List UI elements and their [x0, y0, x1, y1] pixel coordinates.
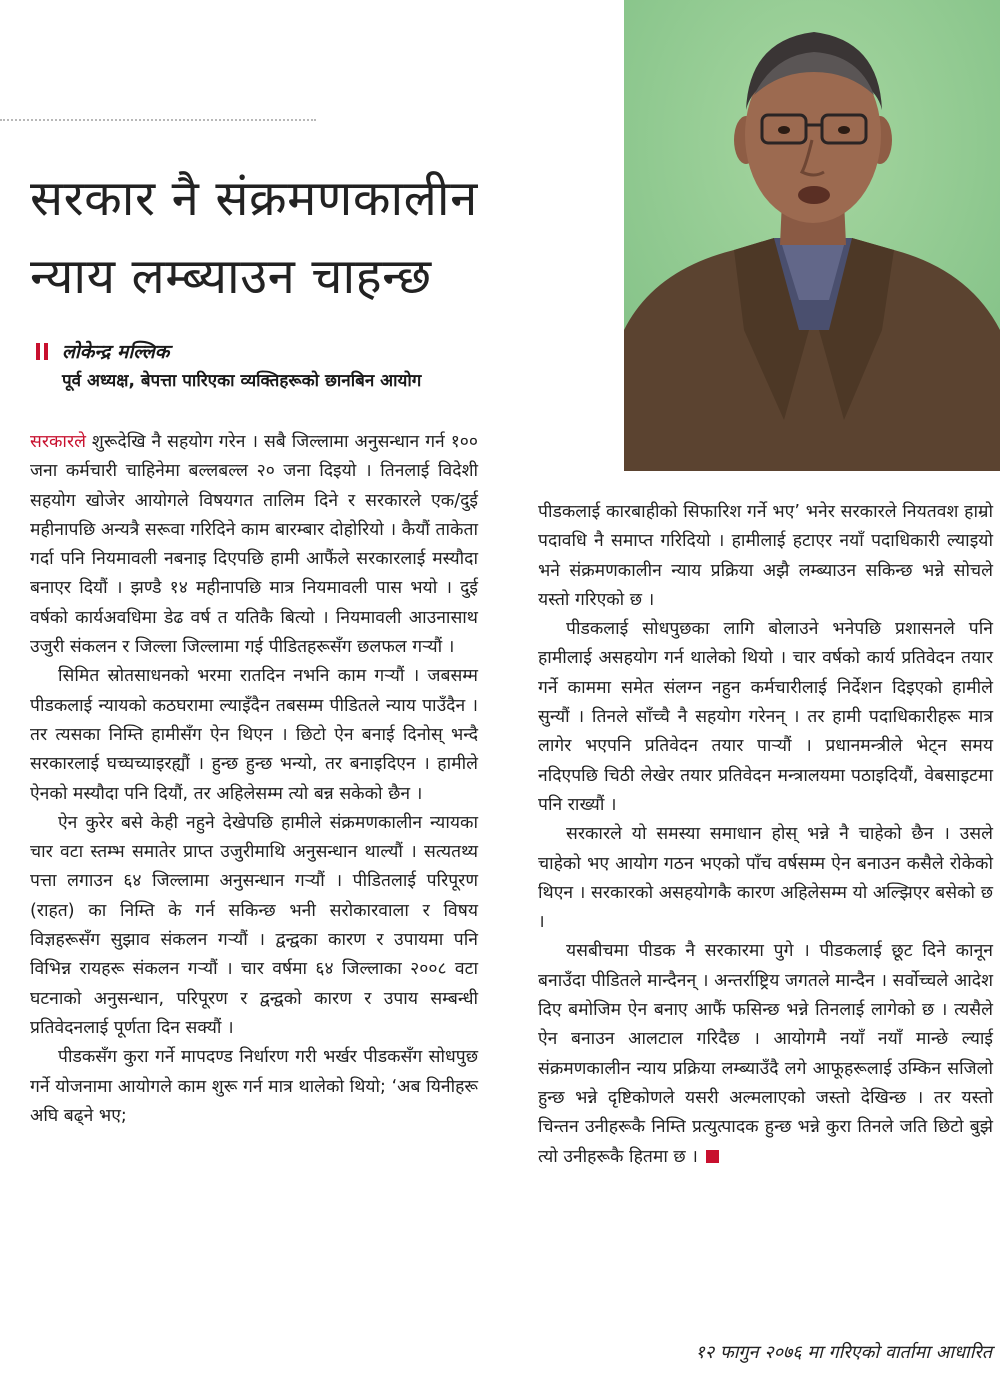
portrait-icon	[624, 0, 1000, 471]
paragraph-4: पीडकसँग कुरा गर्ने मापदण्ड निर्धारण गरी भर्खर पीडकसँग सोधपुछ गर्ने योजनामा आयोगले काम शुरू गर्न मात्र थालेको थियो; ‘अब यिनीहरू अघि बढ्ने भए;	[30, 1047, 478, 1126]
paragraph-1-text: शुरूदेखि नै सहयोग गरेन । सबै जिल्लामा अनुसन्धान गर्न १०० जना कर्मचारी चाहिनेमा बल्लबल्ल २० जना दिइयो । तिनलाई विदेशी सहयोग खोजेर आयोगले विषयगत तालिम दिने र सरकारले एक/दुई महीनापछि अन्यत्रै सरूवा गरिदिने काम बारम्बार दोहोरियो । कैयौं ताकेता गर्दा पनि नियमावली नबनाइ दिएपछि हामी आफैंले सरकारलाई मस्यौदा बनाएर दियौं । झण्डै १४ महीनापछि मात्र नियमावली पास भयो । दुई वर्षको कार्यअवधिमा डेढ वर्ष त यतिकै बित्यो । नियमावली आउनासाथ उजुरी संकलन र जिल्ला जिल्लामा गई पीडितहरूसँग छलफल गऱ्यौं ।	[30, 432, 478, 658]
headline-line-2: न्याय लम्ब्याउन चाहन्छ	[30, 248, 432, 305]
byline-marker-icon	[36, 343, 52, 360]
paragraph-3: ऐन कुरेर बसे केही नहुने देखेपछि हामीले संक्रमणकालीन न्यायका चार वटा स्तम्भ समातेर प्राप्त उजुरीमाथि अनुसन्धान थाल्यौं । सत्यतथ्य पत्ता लगाउन ६४ जिल्लामा अनुसन्धान गऱ्यौं । पीडितलाई परिपूरण (राहत) का निम्ति के गर्न सकिन्छ भनी सरोकारवाला र विषय विज्ञहरूसँग सुझाव संकलन गऱ्यौं । द्वन्द्वका कारण र उपायमा पनि विभिन्न रायहरू संकलन गऱ्यौं । चार वर्षमा ६४ जिल्लाका २००८ वटा घटनाको अनुसन्धान, परिपूरण र द्वन्द्वको कारण र उपाय सम्बन्धी प्रतिवेदनलाई पूर्णता दिन सक्यौं ।	[30, 812, 478, 1038]
article-column-right	[538, 498, 993, 1172]
author-role: पूर्व अध्यक्ष, बेपत्ता पारिएका व्यक्तिहरूको छानबिन आयोग	[62, 371, 422, 391]
headline	[30, 160, 610, 316]
article-column-left	[30, 428, 478, 1131]
paragraph-2: सिमित स्रोतसाधनको भरमा रातदिन नभनि काम गऱ्यौं । जबसम्म पीडकलाई न्यायको कठघरामा ल्याइँदैन तबसम्म पीडितले न्याय पाउँदैन । तर त्यसका निम्ति हामीसँग ऐन थिएन । छिटो ऐन बनाई दिनोस् भन्दै सरकारलाई घच्घच्याइरह्यौं । हुन्छ हुन्छ भन्यो, तर बनाइदिएन । हामीले ऐनको मस्यौदा पनि दियौं, तर अहिलेसम्म त्यो बन्न सकेको छैन ।	[30, 666, 478, 804]
source-note: १२ फागुन २०७६ मा गरिएको वार्तामा आधारित	[695, 1342, 992, 1363]
top-divider	[0, 119, 316, 121]
paragraph-5: पीडकलाई कारबाहीको सिफारिश गर्ने भए’ भनेर सरकारले नियतवश हाम्रो पदावधि नै समाप्त गरिदियो । हामीलाई हटाएर नयाँ पदाधिकारी ल्याइयो भने संक्रमणकालीन न्याय प्रक्रिया अझै लम्ब्याउन सकिन्छ भन्ने सोचले यस्तो गरिएको छ ।	[538, 502, 993, 610]
paragraph-7: सरकारले यो समस्या समाधान होस् भन्ने नै चाहेको छैन । उसले चाहेको भए आयोग गठन भएको पाँच वर्षसम्म ऐन बनाउन कसैले रोकेको थिएन । सरकारको असहयोगकै कारण अहिलेसम्म यो अल्झिएर बसेको छ ।	[538, 824, 993, 933]
paragraph-8-text: यसबीचमा पीडक नै सरकारमा पुगे । पीडकलाई छूट दिने कानून बनाउँदा पीडितले मान्दैनन् । अन्तर्राष्ट्रिय जगतले मान्दैन । सर्वोच्चले आदेश दिए बमोजिम ऐन बनाए आफैं फसिन्छ भन्ने तिनलाई लागेको छ । त्यसैले ऐन बनाउन आलटाल गरिदैछ । आयोगमै नयाँ नयाँ मान्छे ल्याई संक्रमणकालीन न्याय प्रक्रिया लम्ब्याउँदै लगे आफूहरूलाई उम्किन सजिलो हुन्छ भन्ने दृष्टिकोणले यसरी अल्मलाएको जस्तो देखिन्छ । तर यस्तो चिन्तन उनीहरूकै निम्ति प्रत्युत्पादक हुन्छ भन्ने कुरा तिनले जति छिटो बुझे त्यो उनीहरूकै हितमा छ ।	[538, 941, 993, 1167]
author-name: लोकेन्द्र मल्लिक	[62, 341, 170, 363]
byline	[36, 338, 616, 391]
paragraph-1	[30, 428, 478, 662]
paragraph-6: पीडकलाई सोधपुछका लागि बोलाउने भनेपछि प्रशासनले पनि हामीलाई असहयोग गर्न थालेको थियो । चार वर्षको कार्य प्रतिवेदन तयार गर्ने काममा समेत संलग्न नहुन कर्मचारीलाई निर्देशन दिइएको हामीले सुन्यौं । तिनले साँच्चै नै सहयोग गरेनन् । तर हामी पदाधिकारीहरू मात्र लागेर भएपनि प्रतिवेदन तयार पाऱ्यौं । प्रधानमन्त्रीले भेट्न समय नदिएपछि चिठी लेखेर तयार प्रतिवेदन मन्त्रालयमा पठाइदियौं, वेबसाइटमा पनि राख्यौं ।	[538, 619, 993, 815]
end-mark-icon	[706, 1150, 719, 1163]
headline-line-1: सरकार नै संक्रमणकालीन	[30, 170, 478, 227]
portrait-photo	[624, 0, 1000, 471]
paragraph-8	[538, 937, 993, 1171]
lead-word: सरकारले	[30, 432, 86, 452]
